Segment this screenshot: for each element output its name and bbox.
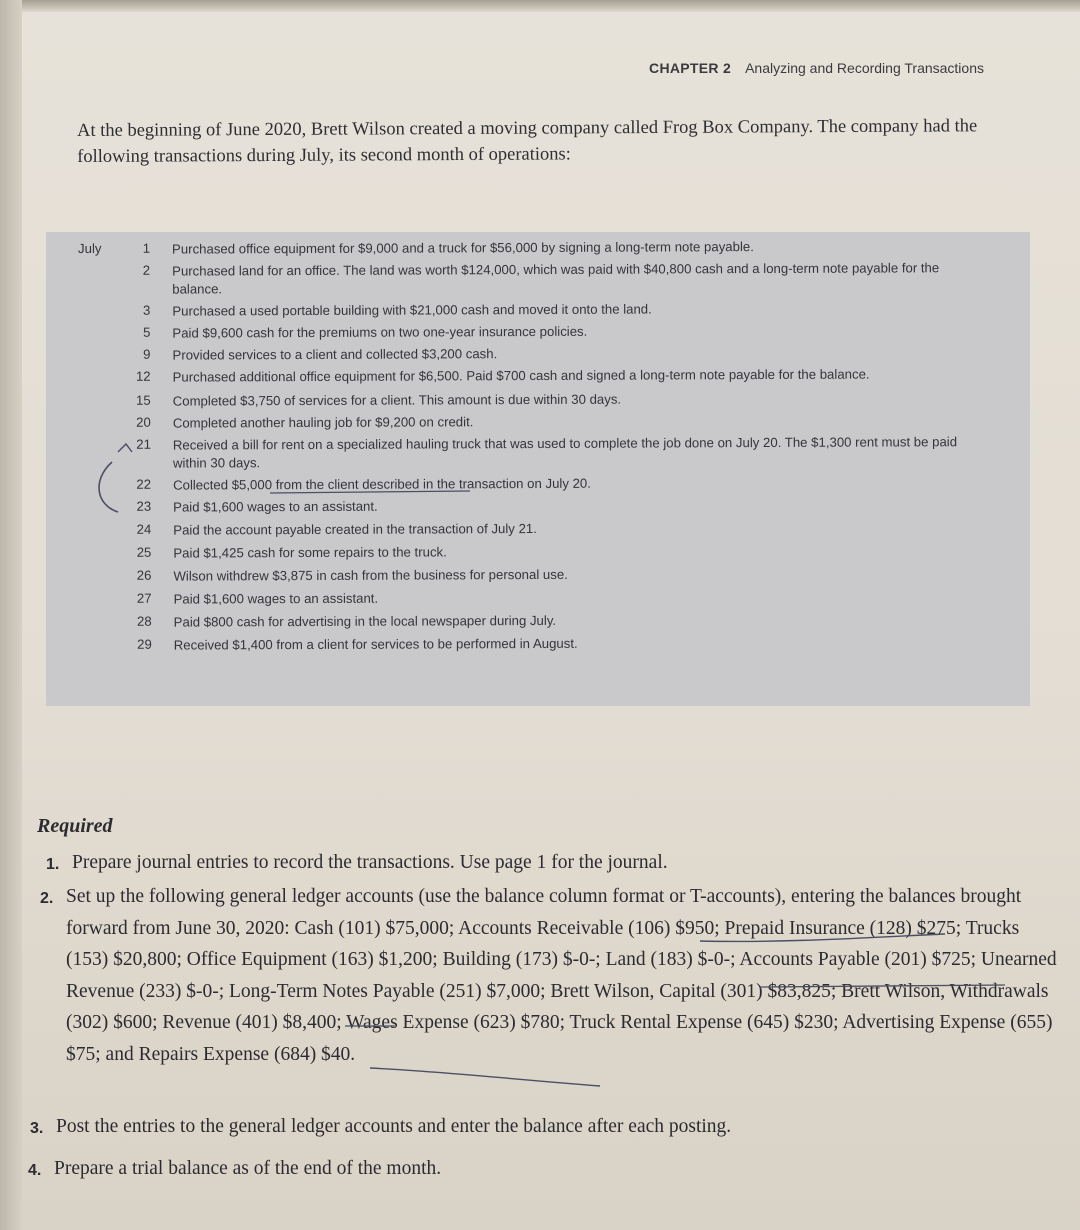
required-item-number: 1. bbox=[46, 856, 60, 873]
page-binding-edge bbox=[0, 0, 22, 1230]
transaction-month bbox=[79, 477, 123, 495]
transaction-row bbox=[78, 237, 978, 259]
transaction-month bbox=[79, 568, 123, 586]
transaction-row bbox=[79, 473, 979, 495]
required-item-text: Post the entries to the general ledger accounts and enter the balance after each posting. bbox=[56, 1116, 732, 1137]
transaction-row bbox=[80, 587, 980, 609]
transaction-text: Purchased office equipment for $9,000 and a truck for $56,000 by signing a long-term note payable. bbox=[172, 239, 754, 257]
transaction-text: Received $1,400 from a client for services to be performed in August. bbox=[173, 635, 578, 653]
transaction-month bbox=[78, 303, 122, 321]
transaction-day: 20 bbox=[136, 414, 151, 430]
transaction-text: Collected $5,000 from the client described in the transaction on July 20. bbox=[173, 475, 591, 493]
intro-paragraph: At the beginning of June 2020, Brett Wilson created a moving company called Frog Box Company. The company had the following transactions during July, its second month of operations: bbox=[77, 116, 978, 167]
transaction-row bbox=[79, 541, 979, 563]
page-top-shadow bbox=[0, 0, 1080, 12]
transaction-day: 5 bbox=[143, 324, 151, 340]
transaction-text: Provided services to a client and collected $3,200 cash. bbox=[172, 346, 498, 363]
transaction-day: 22 bbox=[136, 476, 152, 492]
transaction-day: 28 bbox=[136, 613, 152, 629]
required-item-text: Prepare a trial balance as of the end of the month. bbox=[54, 1158, 442, 1179]
pen-underline-mark bbox=[370, 1068, 600, 1086]
transaction-day: 29 bbox=[137, 636, 152, 652]
transaction-text: Purchased additional office equipment for $6,500. Paid $700 cash and signed a long-term note payable for the balance. bbox=[172, 366, 870, 385]
transaction-month bbox=[80, 614, 124, 632]
transaction-day: 27 bbox=[136, 590, 152, 606]
required-item-number: 3. bbox=[30, 1120, 44, 1137]
transaction-row bbox=[78, 299, 978, 321]
required-item bbox=[30, 1111, 1030, 1145]
transaction-row bbox=[79, 495, 979, 517]
transaction-day: 9 bbox=[143, 346, 151, 362]
transaction-text: Paid $1,600 wages to an assistant. bbox=[173, 590, 379, 607]
transaction-row bbox=[79, 411, 979, 433]
transaction-row bbox=[78, 321, 978, 343]
transaction-text: Completed another hauling job for $9,200 on credit. bbox=[172, 414, 474, 431]
transaction-month bbox=[80, 591, 124, 609]
transaction-month bbox=[79, 545, 123, 563]
required-heading: Required bbox=[37, 815, 113, 837]
transaction-month bbox=[80, 637, 124, 655]
transaction-text: Paid the account payable created in the transaction of July 21. bbox=[173, 521, 537, 538]
transaction-text: Completed $3,750 of services for a client. This amount is due within 30 days. bbox=[172, 391, 622, 409]
transaction-month: July bbox=[78, 240, 102, 256]
transaction-row bbox=[79, 518, 979, 540]
chapter-label: CHAPTER 2 bbox=[649, 60, 732, 76]
transaction-month bbox=[78, 263, 122, 299]
transaction-row bbox=[79, 365, 979, 387]
transaction-day: 15 bbox=[135, 392, 151, 408]
transaction-month bbox=[78, 347, 122, 365]
transaction-row bbox=[79, 564, 979, 586]
transaction-row bbox=[80, 610, 980, 632]
transaction-day: 12 bbox=[135, 368, 151, 384]
transaction-day: 2 bbox=[142, 262, 151, 278]
transaction-day: 21 bbox=[136, 436, 151, 452]
transaction-month bbox=[79, 369, 123, 387]
transaction-text: Paid $1,425 cash for some repairs to the truck. bbox=[173, 544, 447, 561]
required-item bbox=[28, 1153, 1028, 1187]
transaction-text: Paid $800 cash for advertising in the local newspaper during July. bbox=[173, 612, 557, 630]
transaction-day: 26 bbox=[136, 567, 152, 583]
required-item-text: Prepare journal entries to record the transactions. Use page 1 for the journal. bbox=[72, 852, 668, 873]
required-item-number: 2. bbox=[40, 890, 54, 907]
transaction-day: 1 bbox=[142, 240, 151, 256]
transaction-list bbox=[78, 237, 980, 655]
transaction-month bbox=[79, 437, 123, 473]
transaction-row bbox=[78, 343, 978, 365]
required-item-number: 4. bbox=[28, 1162, 42, 1179]
transaction-month bbox=[79, 393, 123, 411]
required-item-text: Set up the following general ledger accounts (use the balance column format or T-accounts), entering the balances brought forward from June 30, 2020: Cash (101) $75,000; Accounts Receivable (106) $950; Prepaid Insurance (128) $275; Trucks (153) $20,800; Office Equipment (163) $1,200; Building (173) $-0-; Land (183) $-0-; Accounts Payable (201) $725; Unearned Revenue (233) $-0-; Long-Term Notes Payable (251) $7,000; Brett Wilson, Capital (301) $83,825; Brett Wilson, Withdrawals (302) $600; Revenue (401) $8,400; Wages Expense (623) $780; Truck Rental Expense (645) $230; Advertising Expense (655) $75; and Repairs Expense (684) $40. bbox=[66, 886, 1057, 1065]
transaction-month bbox=[79, 415, 123, 433]
transaction-day: 23 bbox=[136, 498, 152, 514]
required-item bbox=[40, 881, 1058, 1070]
transaction-text: Purchased land for an office. The land was worth $124,000, which was paid with $40,800 cash and a long-term note payable for the balance. bbox=[172, 260, 940, 297]
transaction-day: 3 bbox=[142, 302, 151, 318]
transaction-text: Paid $1,600 wages to an assistant. bbox=[173, 498, 378, 515]
required-item bbox=[46, 847, 1036, 881]
transaction-day: 25 bbox=[136, 544, 152, 560]
running-head bbox=[649, 60, 984, 76]
transaction-month bbox=[79, 499, 123, 517]
transaction-row bbox=[78, 259, 978, 299]
transaction-month bbox=[79, 522, 123, 540]
transaction-month bbox=[78, 325, 122, 343]
transaction-text: Received a bill for rent on a specialized hauling truck that was used to complete the job done on July 20. The $1,300 rent must be paid within 30 days. bbox=[172, 434, 958, 471]
transaction-day: 24 bbox=[136, 521, 152, 537]
transaction-text: Wilson withdrew $3,875 in cash from the business for personal use. bbox=[173, 566, 568, 584]
transaction-row bbox=[79, 433, 979, 473]
transaction-row bbox=[79, 389, 979, 411]
chapter-title: Analyzing and Recording Transactions bbox=[745, 60, 984, 76]
transaction-text: Purchased a used portable building with $21,000 cash and moved it onto the land. bbox=[172, 301, 652, 319]
transaction-text: Paid $9,600 cash for the premiums on two one-year insurance policies. bbox=[172, 323, 588, 341]
